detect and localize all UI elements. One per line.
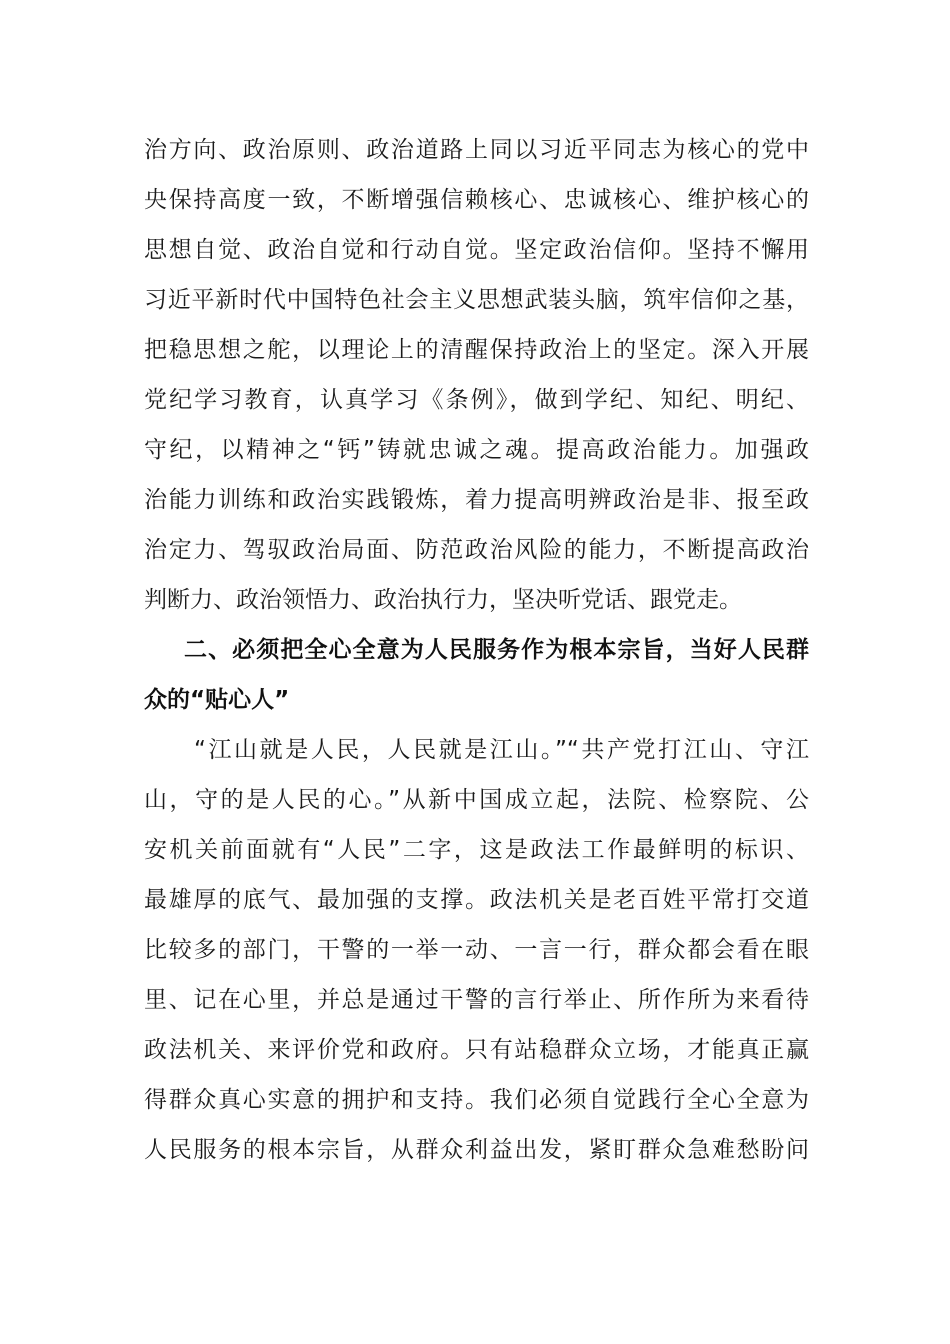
paragraph-2-line: 最雄厚的底气、最加强的支撑。政法机关是老百姓平常打交道: [144, 887, 809, 913]
paragraph-2-line: “江山就是人民，人民就是江山。”“共产党打江山、守江: [194, 737, 809, 763]
paragraph-2-line: 人民服务的根本宗旨，从群众利益出发，紧盯群众急难愁盼问: [144, 1137, 809, 1163]
paragraph-2: [144, 725, 809, 1175]
paragraph-1-line: 党纪学习教育，认真学习《条例》，做到学纪、知纪、明纪、: [144, 387, 809, 413]
paragraph-1-line: 思想自觉、政治自觉和行动自觉。坚定政治信仰。坚持不懈用: [144, 237, 809, 263]
section-heading-line: 二、必须把全心全意为人民服务作为根本宗旨，当好人民群: [184, 637, 809, 663]
paragraph-1-line: 守纪，以精神之“钙”铸就忠诚之魂。提高政治能力。加强政: [144, 437, 809, 463]
paragraph-2-line: 里、记在心里，并总是通过干警的言行举止、所作所为来看待: [144, 987, 809, 1013]
paragraph-2-line: 安机关前面就有“人民”二字，这是政法工作最鲜明的标识、: [144, 837, 809, 863]
paragraph-2-line: 山，守的是人民的心。”从新中国成立起，法院、检察院、公: [144, 787, 809, 813]
paragraph-2-line: 得群众真心实意的拥护和支持。我们必须自觉践行全心全意为: [144, 1087, 809, 1113]
paragraph-2-line: 比较多的部门，干警的一举一动、一言一行，群众都会看在眼: [144, 937, 809, 963]
paragraph-1-line: 判断力、政治领悟力、政治执行力，坚决听党话、跟党走。: [144, 587, 742, 613]
paragraph-1-line: 央保持高度一致，不断增强信赖核心、忠诚核心、维护核心的: [144, 187, 809, 213]
paragraph-1-line: 把稳思想之舵，以理论上的清醒保持政治上的坚定。深入开展: [144, 337, 809, 363]
paragraph-1-line: 习近平新时代中国特色社会主义思想武装头脑，筑牢信仰之基，: [144, 287, 809, 313]
paragraph-1-line: 治定力、驾驭政治局面、防范政治风险的能力，不断提高政治: [144, 537, 809, 563]
paragraph-1: [144, 125, 809, 625]
section-heading: [144, 625, 809, 725]
paragraph-2-line: 政法机关、来评价党和政府。只有站稳群众立场，才能真正赢: [144, 1037, 809, 1063]
paragraph-1-line: 治能力训练和政治实践锻炼，着力提高明辨政治是非、报至政: [144, 487, 809, 513]
section-heading-line: 众的“贴心人”: [144, 687, 290, 713]
paragraph-1-line: 治方向、政治原则、政治道路上同以习近平同志为核心的党中: [144, 137, 809, 163]
